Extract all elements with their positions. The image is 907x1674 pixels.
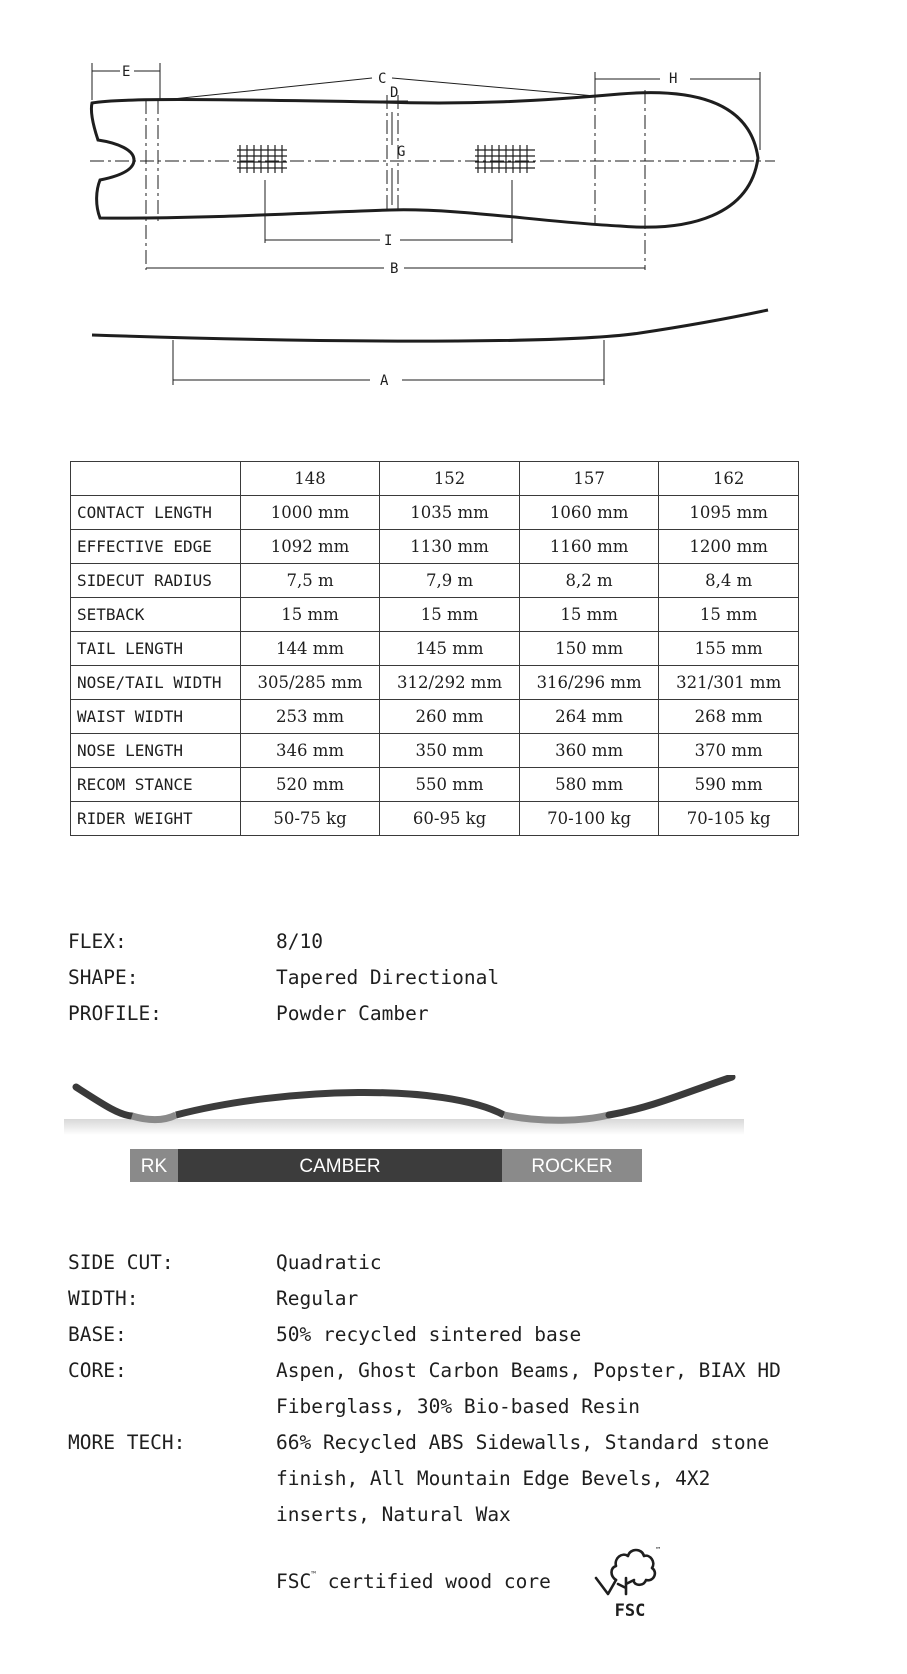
profile-nose-tip — [609, 1077, 732, 1115]
table-cell: 15 mm — [240, 598, 380, 632]
table-cell: 1060 mm — [519, 496, 659, 530]
row-label: TAIL LENGTH — [71, 632, 241, 666]
fsc-tree-logo-icon — [590, 1540, 670, 1620]
spec-table — [70, 461, 799, 836]
size-header: 148 — [240, 462, 380, 496]
table-cell: 260 mm — [380, 700, 520, 734]
table-cell: 305/285 mm — [240, 666, 380, 700]
table-cell: 590 mm — [659, 768, 799, 802]
table-cell: 1200 mm — [659, 530, 799, 564]
table-row — [71, 598, 799, 632]
width-value: Regular — [276, 1287, 359, 1310]
table-row — [71, 564, 799, 598]
table-cell: 520 mm — [240, 768, 380, 802]
dim-label-d: D — [390, 85, 399, 101]
table-row — [71, 768, 799, 802]
table-cell: 70-105 kg — [659, 802, 799, 836]
row-label: SIDECUT RADIUS — [71, 564, 241, 598]
board-side-profile — [92, 310, 768, 341]
dim-label-a: A — [380, 373, 389, 389]
table-cell: 360 mm — [519, 734, 659, 768]
table-cell: 580 mm — [519, 768, 659, 802]
profile-rocker-nose — [504, 1115, 609, 1120]
table-cell: 15 mm — [380, 598, 520, 632]
table-row — [71, 802, 799, 836]
table-row — [71, 734, 799, 768]
more-tech-value-line-1: 66% Recycled ABS Sidewalls, Standard stone — [276, 1431, 770, 1454]
profile-camber-section — [176, 1092, 504, 1115]
insert-pattern-tail — [237, 145, 287, 173]
table-cell: 1000 mm — [240, 496, 380, 530]
row-label: CONTACT LENGTH — [71, 496, 241, 530]
camber-profile-graphic — [64, 1075, 754, 1190]
core-value-line-2: Fiberglass, 30% Bio-based Resin — [276, 1395, 640, 1418]
table-row — [71, 496, 799, 530]
dim-label-i: I — [384, 233, 393, 249]
table-cell: 1092 mm — [240, 530, 380, 564]
table-cell: 268 mm — [659, 700, 799, 734]
shape-value: Tapered Directional — [276, 966, 500, 989]
insert-pattern-nose — [475, 145, 535, 173]
dim-label-b: B — [390, 261, 399, 277]
table-cell: 1130 mm — [380, 530, 520, 564]
bar-label-rocker: ROCKER — [531, 1156, 613, 1177]
table-cell: 312/292 mm — [380, 666, 520, 700]
table-cell: 1095 mm — [659, 496, 799, 530]
fsc-logo-text: FSC — [614, 1601, 646, 1620]
table-cell: 550 mm — [380, 768, 520, 802]
table-corner-cell — [71, 462, 241, 496]
core-value-line-1: Aspen, Ghost Carbon Beams, Popster, BIAX HD — [276, 1359, 781, 1382]
core-label: CORE: — [68, 1359, 127, 1382]
bar-label-camber: CAMBER — [299, 1156, 381, 1177]
dim-label-h: H — [669, 71, 678, 87]
table-cell: 7,5 m — [240, 564, 380, 598]
board-dimension-diagram — [0, 0, 907, 400]
dim-label-e: E — [122, 64, 131, 80]
table-cell: 150 mm — [519, 632, 659, 666]
sidecut-label: SIDE CUT: — [68, 1251, 174, 1274]
table-cell: 370 mm — [659, 734, 799, 768]
table-cell: 8,2 m — [519, 564, 659, 598]
fsc-text-prefix: FSC — [276, 1570, 312, 1593]
table-cell: 316/296 mm — [519, 666, 659, 700]
row-label: RECOM STANCE — [71, 768, 241, 802]
table-cell: 346 mm — [240, 734, 380, 768]
fsc-text-suffix: certified wood core — [316, 1570, 551, 1593]
more-tech-value-line-2: finish, All Mountain Edge Bevels, 4X2 — [276, 1467, 711, 1490]
more-tech-value-line-3: inserts, Natural Wax — [276, 1503, 511, 1526]
table-row — [71, 666, 799, 700]
table-cell: 50-75 kg — [240, 802, 380, 836]
table-cell: 1035 mm — [380, 496, 520, 530]
size-header: 157 — [519, 462, 659, 496]
profile-value: Powder Camber — [276, 1002, 429, 1025]
profile-rocker-tail — [132, 1115, 176, 1120]
row-label: RIDER WEIGHT — [71, 802, 241, 836]
table-cell: 350 mm — [380, 734, 520, 768]
flex-value: 8/10 — [276, 930, 323, 953]
table-cell: 15 mm — [519, 598, 659, 632]
table-cell: 144 mm — [240, 632, 380, 666]
table-cell: 15 mm — [659, 598, 799, 632]
dim-label-g: G — [397, 144, 406, 160]
table-header-row — [71, 462, 799, 496]
table-cell: 60-95 kg — [380, 802, 520, 836]
size-header: 162 — [659, 462, 799, 496]
row-label: WAIST WIDTH — [71, 700, 241, 734]
fsc-certification — [276, 1570, 551, 1593]
profile-label: PROFILE: — [68, 1002, 162, 1025]
board-top-outline — [91, 93, 758, 228]
table-cell: 8,4 m — [659, 564, 799, 598]
table-cell: 155 mm — [659, 632, 799, 666]
width-label: WIDTH: — [68, 1287, 139, 1310]
base-value: 50% recycled sintered base — [276, 1323, 582, 1346]
fsc-trademark: ™ — [311, 1570, 317, 1579]
bar-label-rk: RK — [140, 1156, 168, 1177]
dim-label-c: C — [378, 71, 387, 87]
size-header: 152 — [380, 462, 520, 496]
table-cell: 7,9 m — [380, 564, 520, 598]
sidecut-value: Quadratic — [276, 1251, 382, 1274]
table-cell: 145 mm — [380, 632, 520, 666]
base-label: BASE: — [68, 1323, 127, 1346]
table-cell: 1160 mm — [519, 530, 659, 564]
row-label: EFFECTIVE EDGE — [71, 530, 241, 564]
row-label: NOSE/TAIL WIDTH — [71, 666, 241, 700]
fsc-logo-trademark: ™ — [656, 1546, 661, 1554]
table-cell: 264 mm — [519, 700, 659, 734]
row-label: NOSE LENGTH — [71, 734, 241, 768]
table-row — [71, 530, 799, 564]
table-cell: 321/301 mm — [659, 666, 799, 700]
row-label: SETBACK — [71, 598, 241, 632]
table-cell: 253 mm — [240, 700, 380, 734]
table-row — [71, 632, 799, 666]
profile-tail-tip — [76, 1087, 132, 1116]
table-row — [71, 700, 799, 734]
shape-label: SHAPE: — [68, 966, 139, 989]
more-tech-label: MORE TECH: — [68, 1431, 186, 1454]
flex-label: FLEX: — [68, 930, 127, 953]
table-cell: 70-100 kg — [519, 802, 659, 836]
